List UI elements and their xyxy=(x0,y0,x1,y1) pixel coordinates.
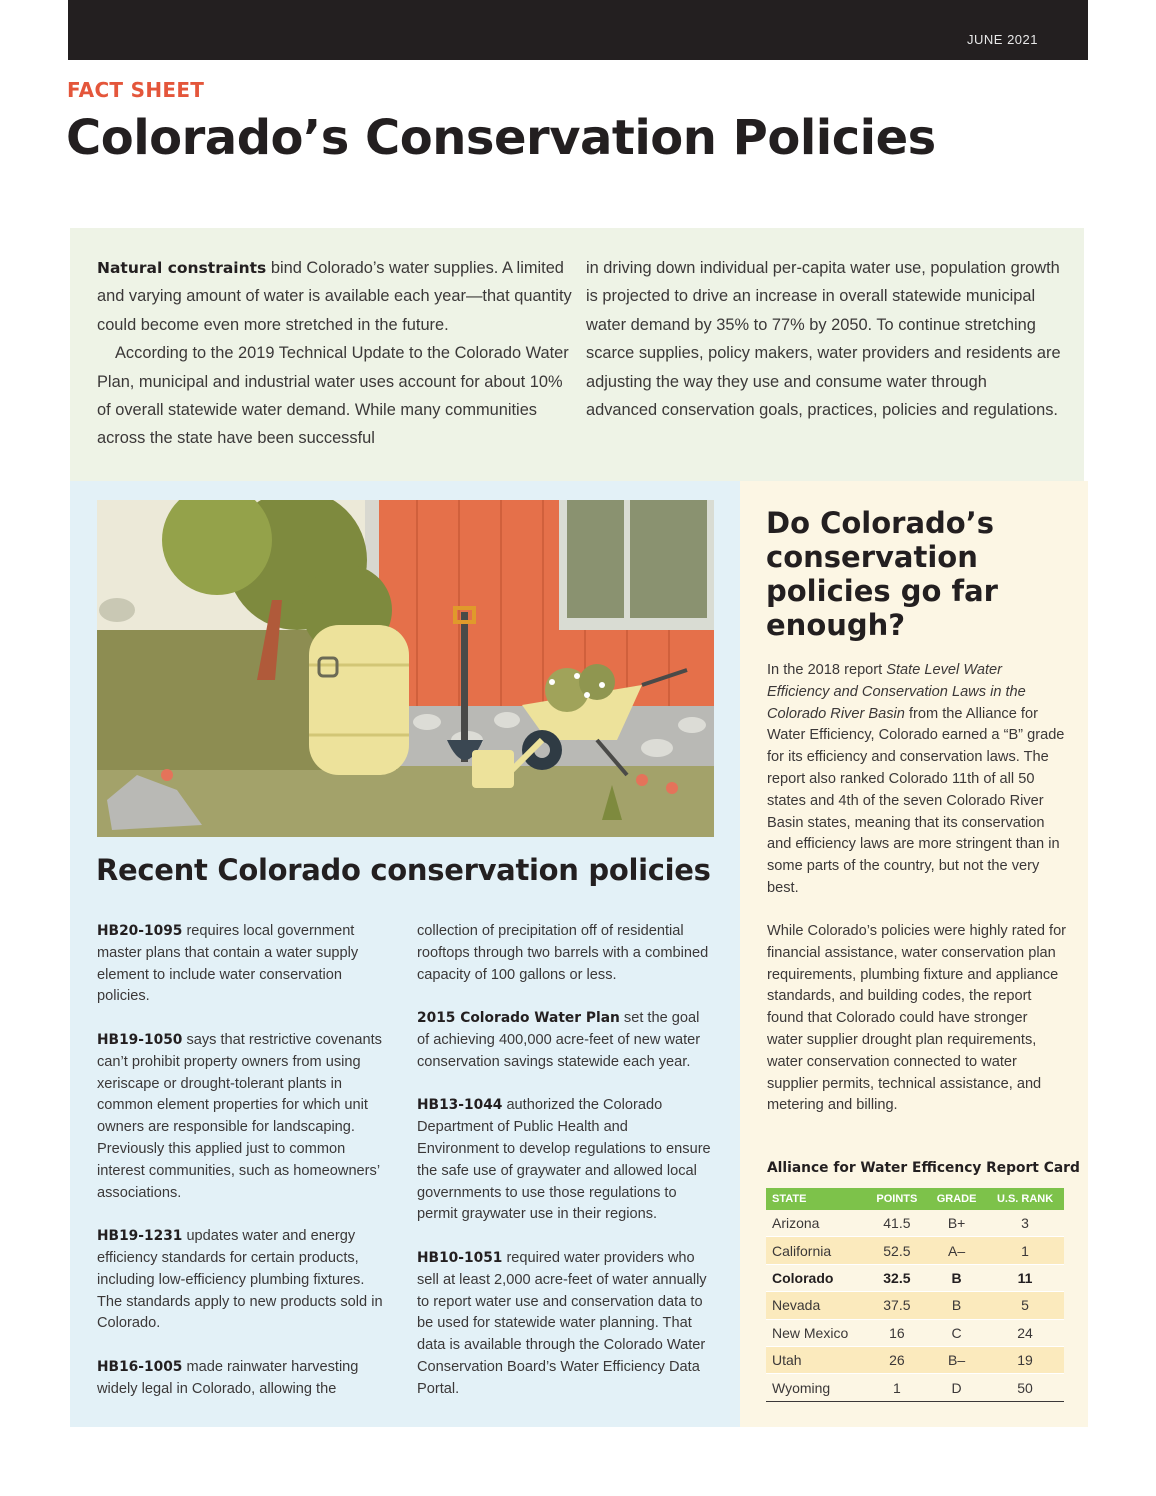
column-header-rank: U.S. RANK xyxy=(986,1188,1064,1210)
cell-state: Arizona xyxy=(766,1210,867,1237)
policy-id: 2015 Colorado Water Plan xyxy=(417,1010,620,1027)
cell-grade: B+ xyxy=(927,1210,986,1237)
recent-policies-heading: Recent Colorado conservation policies xyxy=(96,853,711,887)
intro-paragraph-3: in driving down individual per-capita water use, population growth is projected to drive an increase in overall statewide municipal water demand by 35% to 77% by 2050. To continue stretching scarce supplies, policy makers, water providers and residents are adjusting the way they use and consume water through advanced conservation goals, practices, policies and regulations. xyxy=(586,259,1061,420)
policy-id: HB19-1231 xyxy=(97,1228,183,1245)
cell-rank: 11 xyxy=(986,1264,1064,1291)
policy-id: HB16-1005 xyxy=(97,1358,183,1375)
policy-text: says that restrictive covenants can’t prohibit property owners from using xeriscape or drought-tolerant plants in common element properties for which unit owners are responsible for landscaping. Previously this applied just to common interest communities, such as homeowners’ associations. xyxy=(97,1031,382,1201)
report-card-table xyxy=(766,1188,1064,1402)
policies-column-left xyxy=(97,921,393,1422)
intro-column-left xyxy=(97,254,572,453)
cell-rank: 3 xyxy=(986,1210,1064,1237)
cell-state: Utah xyxy=(766,1346,867,1373)
intro-column-right xyxy=(586,254,1061,424)
intro-lead: Natural constraints xyxy=(97,259,267,277)
table-row xyxy=(766,1237,1064,1264)
column-header-points: POINTS xyxy=(867,1188,927,1210)
policy-text: made rainwater harvesting widely legal in Colorado, allowing the xyxy=(97,1358,359,1397)
issue-date: JUNE 2021 xyxy=(967,32,1038,47)
cell-state: Colorado xyxy=(766,1264,867,1291)
column-header-state: STATE xyxy=(766,1188,867,1210)
policies-column-right xyxy=(417,921,713,1422)
cell-grade: C xyxy=(927,1319,986,1346)
cell-grade: B xyxy=(927,1292,986,1319)
sidebar-paragraph-1 xyxy=(767,660,1067,900)
policy-text: authorized the Colorado Department of Public Health and Environment to develop regulations to ensure the safe use of graywater and allowed local governments to use those regulations to permit graywater use in their regions. xyxy=(417,1097,711,1223)
page-title: Colorado’s Conservation Policies xyxy=(66,110,936,166)
garden-illustration xyxy=(97,500,714,837)
table-row-highlight xyxy=(766,1264,1064,1291)
table-row xyxy=(766,1210,1064,1237)
policy-text: set the goal of achieving 400,000 acre-feet of new water conservation savings statewide each year. xyxy=(417,1010,701,1070)
policy-continued-text: collection of precipitation off of residential rooftops through two barrels with a combined capacity of 100 gallons or less. xyxy=(417,923,709,983)
policy-text: updates water and energy efficiency standards for certain products, including low-efficiency plumbing fixtures. The standards apply to new products sold in Colorado. xyxy=(97,1228,383,1332)
policy-item xyxy=(97,1357,393,1401)
cell-rank: 1 xyxy=(986,1237,1064,1264)
cell-points: 16 xyxy=(867,1319,927,1346)
fact-sheet-label: FACT SHEET xyxy=(67,78,205,102)
intro-paragraph-2: According to the 2019 Technical Update to the Colorado Water Plan, municipal and industrial water uses account for about 10% of overall statewide water demand. While many communities across the state have been successful xyxy=(97,344,569,448)
table-row xyxy=(766,1374,1064,1401)
cell-points: 26 xyxy=(867,1346,927,1373)
cell-state: Nevada xyxy=(766,1292,867,1319)
policy-item xyxy=(417,1248,713,1401)
table-row xyxy=(766,1319,1064,1346)
sidebar-heading: Do Colorado’s conservation policies go far enough? xyxy=(766,506,998,642)
intro-paragraph-1 xyxy=(97,254,572,339)
cell-grade: D xyxy=(927,1374,986,1401)
cell-rank: 19 xyxy=(986,1346,1064,1373)
top-banner xyxy=(68,0,1088,60)
policy-text: required water providers who sell at least 2,000 acre-feet of water annually to report water use and conservation data to be used for statewide water planning. That data is available through the Colorado Water Conservation Board’s Water Efficiency Data Portal. xyxy=(417,1249,707,1397)
policy-item xyxy=(417,1095,713,1226)
report-card-title: Alliance for Water Efficency Report Card xyxy=(767,1160,1080,1176)
cell-state: New Mexico xyxy=(766,1319,867,1346)
policy-item xyxy=(97,921,393,1008)
cell-state: California xyxy=(766,1237,867,1264)
cell-rank: 5 xyxy=(986,1292,1064,1319)
cell-rank: 50 xyxy=(986,1374,1064,1401)
cell-points: 1 xyxy=(867,1374,927,1401)
cell-points: 52.5 xyxy=(867,1237,927,1264)
column-header-grade: GRADE xyxy=(927,1188,986,1210)
cell-points: 32.5 xyxy=(867,1264,927,1291)
policy-id: HB13-1044 xyxy=(417,1097,503,1114)
sidebar-p1-rest: from the Alliance for Water Efficiency, Colorado earned a “B” grade for its efficiency and conservation laws. The report also ranked Colorado 11th of all 50 states and 4th of the seven Colorado River Basin states, meaning that its conservation and efficiency laws are more stringent than in some parts of the country, but not the very best. xyxy=(767,705,1065,896)
table-row xyxy=(766,1346,1064,1373)
cell-state: Wyoming xyxy=(766,1374,867,1401)
policy-id: HB10-1051 xyxy=(417,1249,503,1266)
cell-rank: 24 xyxy=(986,1319,1064,1346)
cell-grade: B xyxy=(927,1264,986,1291)
policy-item xyxy=(97,1030,393,1204)
sidebar-p1-lead: In the 2018 report xyxy=(767,662,887,678)
policy-id: HB19-1050 xyxy=(97,1031,183,1048)
cell-grade: A– xyxy=(927,1237,986,1264)
intro-p1-text: bind Colorado’s water supplies. A limited and varying amount of water is available each year—that quantity could become even more stretched in the future. xyxy=(97,259,572,334)
table-row xyxy=(766,1292,1064,1319)
report-title: State Level Water Efficiency and Conservation Laws in the Colorado River Basin xyxy=(767,662,1026,722)
cell-points: 37.5 xyxy=(867,1292,927,1319)
policy-text: requires local government master plans that contain a water supply element to include water conservation policies. xyxy=(97,923,359,1005)
policy-id: HB20-1095 xyxy=(97,923,183,939)
cell-points: 41.5 xyxy=(867,1210,927,1237)
table-header-row xyxy=(766,1188,1064,1210)
cell-grade: B– xyxy=(927,1346,986,1373)
sidebar-paragraph-2: While Colorado’s policies were highly rated for financial assistance, water conservation plan requirements, plumbing fixture and appliance standards, and building codes, the report found that Colorado could have stronger water supplier drought plan requirements, water conservation connected to water supplier permits, technical assistance, and metering and billing. xyxy=(767,923,1067,1114)
policy-item xyxy=(97,1226,393,1335)
policy-item xyxy=(417,1008,713,1073)
